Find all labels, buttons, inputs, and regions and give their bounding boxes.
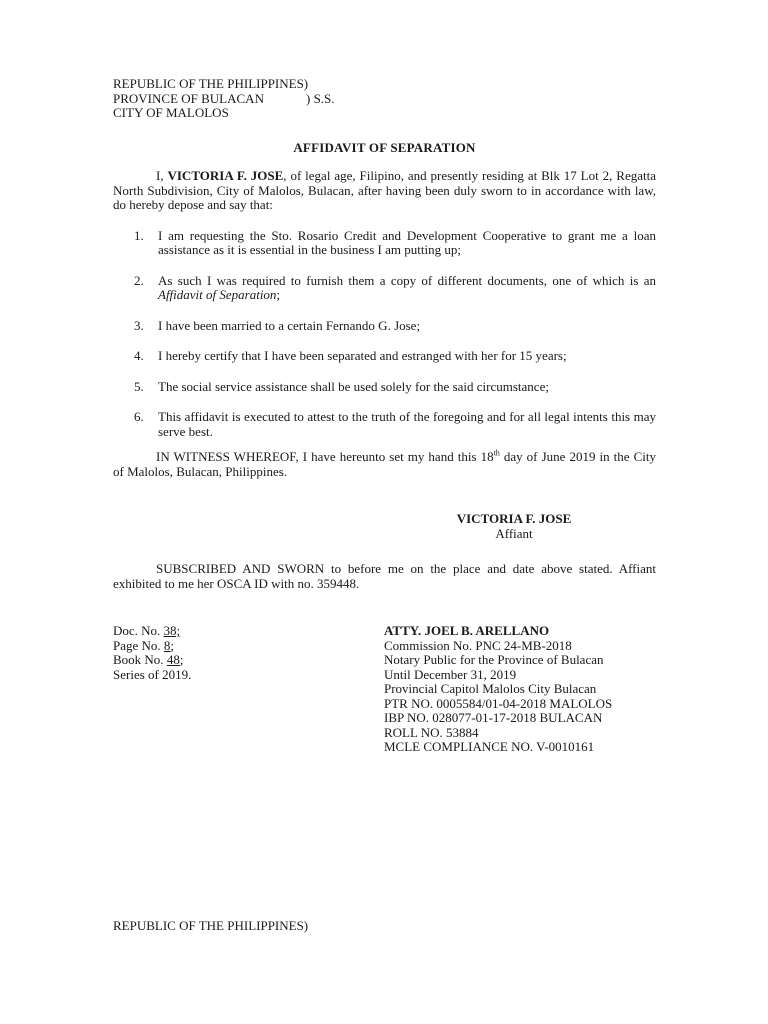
affiant-signature-block [449,512,579,541]
notary-title: Notary Public for the Province of Bulacan [384,652,604,667]
venue-ss: ) S.S. [306,90,335,106]
list-item: 3. I have been married to a certain Fernando G. Jose; [134,317,421,333]
document-title: AFFIDAVIT OF SEPARATION [293,139,476,155]
book-number: Book No. 48; [113,652,184,667]
list-item: 1. I am requesting the Sto. Rosario Credit and Development Cooperative to grant me a loan assistance as it is essential in the business I am putting up; [134,227,656,257]
affiant-role: Affiant [495,525,533,541]
venue-republic: REPUBLIC OF THE PHILIPPINES) [113,76,309,91]
affidavit-page [113,77,656,764]
intro-paragraph: I, VICTORIA F. JOSE, of legal age, Filipino, and presently residing at Blk 17 Lot 2, Regatta North Subdivision, City of Malolos, Bulacan, after having been duly sworn to in accordance with law, do hereby depose and say that: [113,168,656,212]
notary-ibp: IBP NO. 028077-01-17-2018 BULACAN [384,710,603,725]
series-year: Series of 2019. [113,666,192,682]
notary-office: Provincial Capitol Malolos City Bulacan [384,681,597,696]
affiant-name-inline: VICTORIA F. JOSE [167,168,284,183]
venue-block [113,77,656,121]
notary-details [384,624,612,755]
list-item: 5. The social service assistance shall be used solely for the said circumstance; [134,378,549,394]
venue-province: PROVINCE OF BULACAN ) S.S. [113,90,335,106]
notary-block [113,624,656,764]
witness-paragraph: IN WITNESS WHEREOF, I have hereunto set my hand this 18th day of June 2019 in the City of Malolos, Bulacan, Philippines. [113,448,656,479]
notary-roll: ROLL NO. 53884 [384,724,479,740]
list-item: 4. I hereby certify that I have been separated and estranged with her for 15 years; [134,348,567,363]
list-item: 2. As such I was required to furnish them a copy of different documents, one of which is an Affidavit of Separation; [134,272,656,302]
notarial-register [113,624,191,682]
statement-list [113,229,656,440]
notary-commission: Commission No. PNC 24-MB-2018 [384,637,572,653]
next-page-venue: REPUBLIC OF THE PHILIPPINES) [113,918,309,933]
doc-number: Doc. No. 38; [113,623,181,638]
notary-validity: Until December 31, 2019 [384,666,517,682]
notary-ptr: PTR NO. 0005584/01-04-2018 MALOLOS [384,695,613,711]
page-number: Page No. 8; [113,637,175,653]
venue-city: CITY OF MALOLOS [113,105,229,120]
notary-name: ATTY. JOEL B. ARELLANO [384,623,550,638]
affiant-name: VICTORIA F. JOSE [456,511,572,526]
notary-mcle: MCLE COMPLIANCE NO. V-0010161 [384,739,595,754]
jurat-paragraph: SUBSCRIBED AND SWORN to before me on the place and date above stated. Affiant exhibited to me her OSCA ID with no. 359448. [113,561,656,591]
list-item: 6. This affidavit is executed to attest to the truth of the foregoing and for all legal intents this may serve best. [134,409,656,439]
